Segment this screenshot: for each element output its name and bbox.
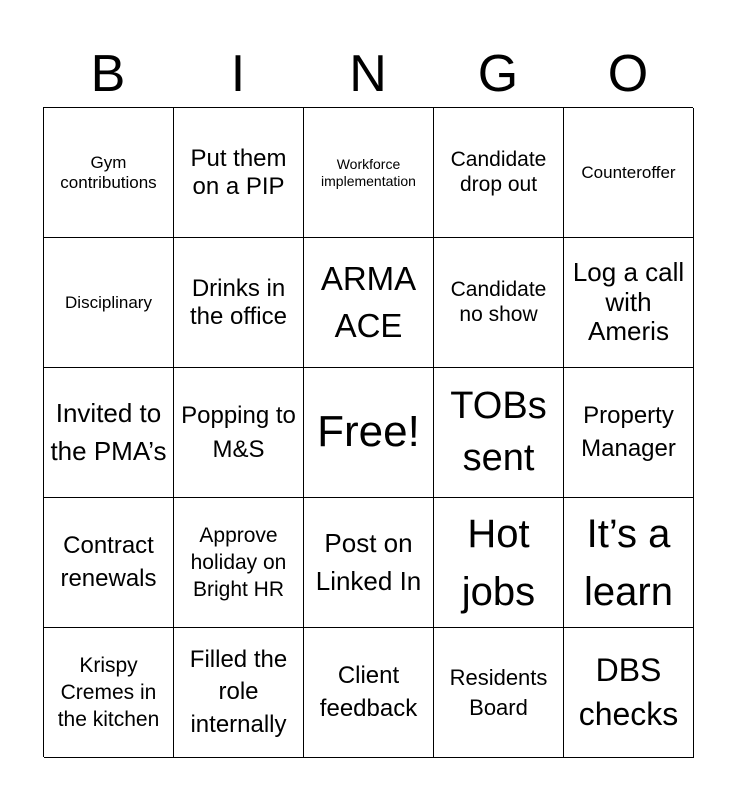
bingo-header bbox=[43, 40, 693, 108]
bingo-cell[interactable] bbox=[304, 498, 434, 628]
cell-text: Residents Board bbox=[449, 664, 548, 720]
cell-text: TOBs sent bbox=[450, 385, 547, 479]
cell-text: Popping to M&S bbox=[181, 401, 296, 463]
bingo-cell[interactable] bbox=[44, 238, 174, 368]
bingo-cell[interactable] bbox=[564, 498, 694, 628]
bingo-cell[interactable] bbox=[434, 238, 564, 368]
bingo-cell[interactable] bbox=[304, 238, 434, 368]
bingo-cell[interactable] bbox=[44, 498, 174, 628]
cell-text: Filled the role internally bbox=[189, 645, 288, 738]
cell-text: Invited to the PMA’s bbox=[50, 397, 167, 466]
cell-text: Candidate no show bbox=[450, 278, 547, 326]
bingo-cell[interactable] bbox=[304, 628, 434, 758]
cell-text: Gym contributions bbox=[60, 152, 157, 192]
bingo-board bbox=[43, 107, 693, 757]
bingo-cell[interactable] bbox=[434, 498, 564, 628]
cell-text: Log a call with Ameris bbox=[572, 256, 685, 347]
header-letter-i: I bbox=[230, 45, 246, 103]
bingo-cell[interactable] bbox=[564, 628, 694, 758]
bingo-cell[interactable] bbox=[434, 368, 564, 498]
bingo-cell[interactable] bbox=[174, 108, 304, 238]
bingo-cell[interactable] bbox=[174, 628, 304, 758]
bingo-cell[interactable] bbox=[44, 368, 174, 498]
free-space-text: Free! bbox=[317, 407, 420, 457]
cell-text: Candidate drop out bbox=[450, 148, 547, 196]
cell-text: Krispy Cremes in the kitchen bbox=[57, 653, 160, 732]
cell-text: Client feedback bbox=[319, 662, 418, 722]
header-letter-b: B bbox=[90, 45, 126, 103]
cell-text: Approve holiday on Bright HR bbox=[190, 523, 287, 602]
cell-text: Put them on a PIP bbox=[190, 144, 287, 200]
bingo-cell[interactable] bbox=[174, 498, 304, 628]
bingo-cell[interactable] bbox=[564, 108, 694, 238]
bingo-cell[interactable] bbox=[174, 368, 304, 498]
header-letter-g: G bbox=[477, 45, 519, 103]
bingo-cell[interactable] bbox=[44, 108, 174, 238]
free-space-cell[interactable] bbox=[304, 368, 434, 498]
bingo-cell[interactable] bbox=[304, 108, 434, 238]
cell-text: Workforce implementation bbox=[321, 156, 416, 189]
cell-text: Counteroffer bbox=[581, 162, 676, 182]
cell-text: Property Manager bbox=[581, 402, 676, 462]
bingo-cell[interactable] bbox=[564, 238, 694, 368]
header-letter-o: O bbox=[607, 45, 649, 103]
bingo-cell[interactable] bbox=[564, 368, 694, 498]
cell-text: Contract renewals bbox=[60, 532, 157, 592]
cell-text: Drinks in the office bbox=[190, 274, 287, 330]
cell-text: DBS checks bbox=[578, 652, 679, 732]
bingo-cell[interactable] bbox=[174, 238, 304, 368]
cell-text: It’s a learn bbox=[584, 511, 673, 614]
bingo-cell[interactable] bbox=[434, 108, 564, 238]
cell-text: Post on Linked In bbox=[315, 527, 422, 596]
bingo-cell[interactable] bbox=[434, 628, 564, 758]
bingo-cell[interactable] bbox=[44, 628, 174, 758]
cell-text: ARMA ACE bbox=[320, 260, 417, 344]
header-letter-n: N bbox=[349, 45, 387, 103]
cell-text: Hot jobs bbox=[461, 511, 536, 614]
cell-text: Disciplinary bbox=[65, 292, 152, 312]
